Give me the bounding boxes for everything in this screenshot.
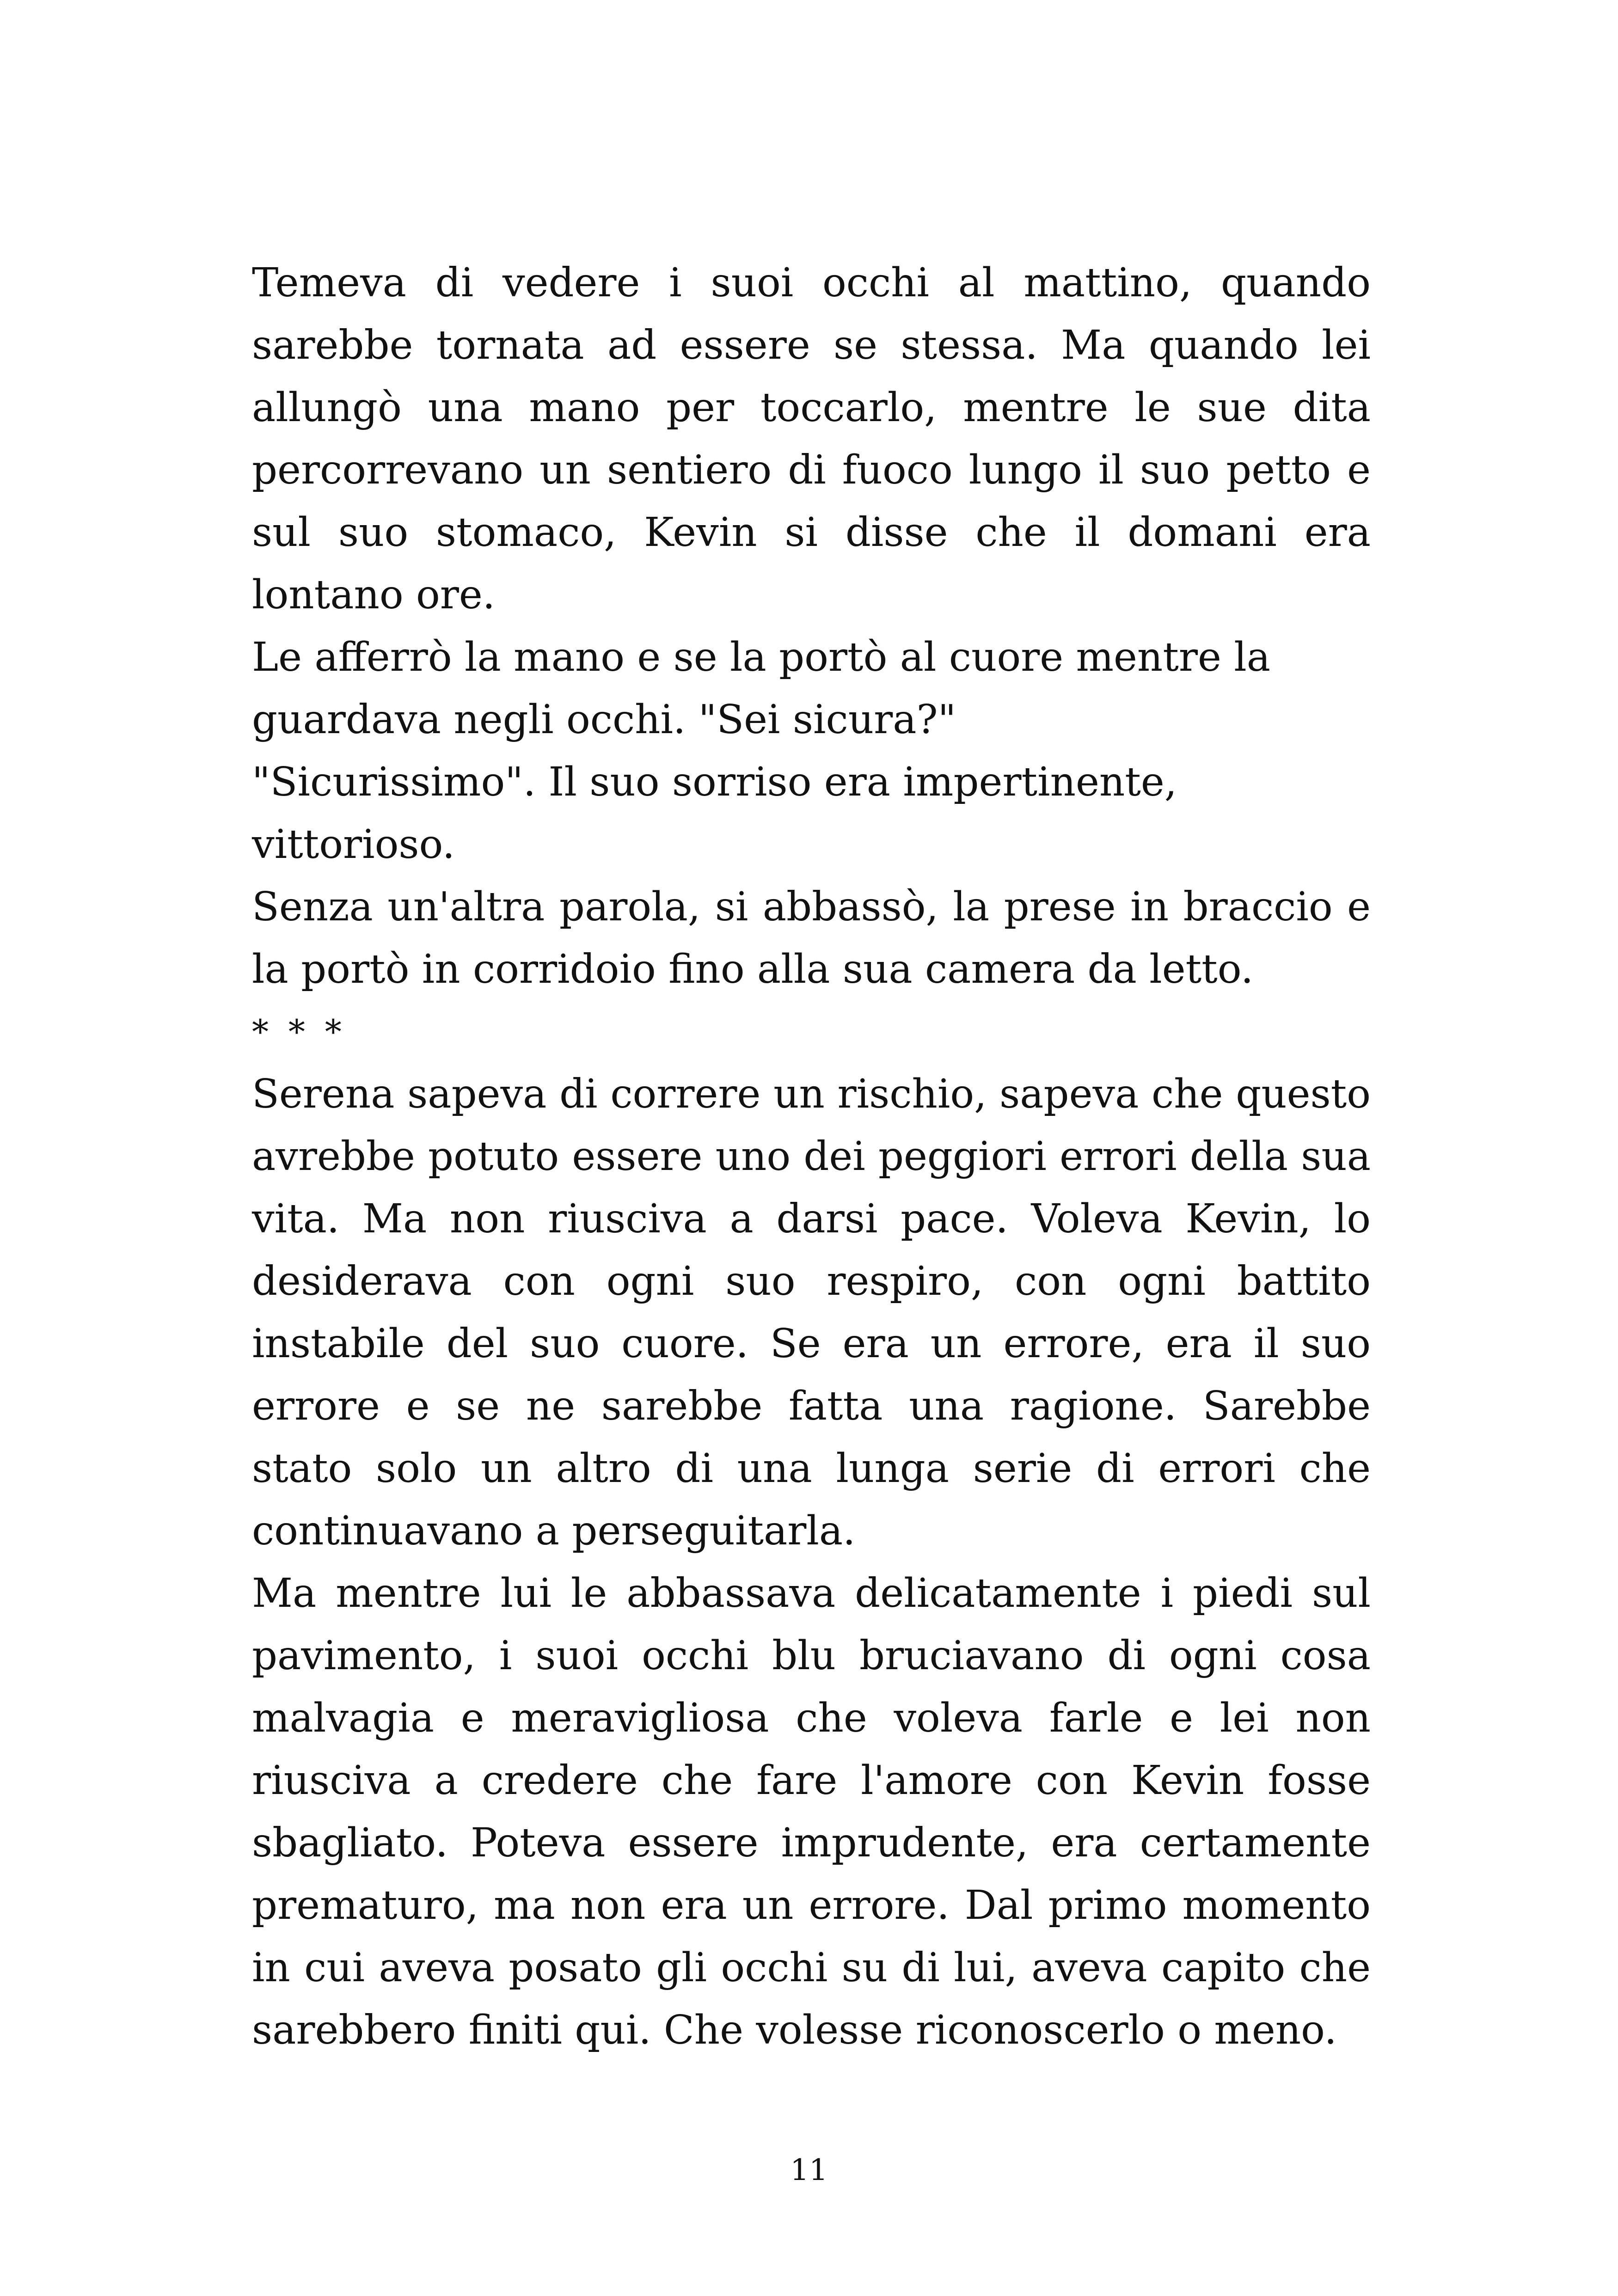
scene-break: * * * — [252, 1012, 346, 1051]
paragraph-2: Le afferrò la mano e se la portò al cuore mentre la guardava negli occhi. "Sei sicura?" — [252, 634, 1270, 743]
body-text — [252, 252, 1371, 2062]
paragraph-3: "Sicurissimo". Il suo sorriso era impertinente, vittorioso. — [252, 759, 1177, 868]
paragraph-1: Temeva di vedere i suoi occhi al mattino, quando sarebbe tornata ad essere se stessa. Ma quando lei allungò una mano per toccarlo, mentre le sue dita percorrevano un sentiero di fuoco lungo il suo petto e sul suo stomaco, Kevin si disse che il domani era lontano ore. — [252, 260, 1371, 618]
paragraph-6: Ma mentre lui le abbassava delicatamente i piedi sul pavimento, i suoi occhi blu bruciavano di ogni cosa malvagia e meravigliosa che voleva farle e lei non riusciva a credere che fare l'amore con Kevin fosse sbagliato. Poteva essere imprudente, era certamente prematuro, ma non era un errore. Dal primo momento in cui aveva posato gli occhi su di lui, aveva capito che sarebbero finiti qui. Che volesse riconoscerlo o meno. — [252, 1570, 1371, 2053]
page-number: 11 — [790, 2153, 828, 2187]
paragraph-5: Serena sapeva di correre un rischio, sapeva che questo avrebbe potuto essere uno dei peggiori errori della sua vita. Ma non riusciva a darsi pace. Voleva Kevin, lo desiderava con ogni suo respiro, con ogni battito instabile del suo cuore. Se era un errore, era il suo errore e se ne sarebbe fatta una ragione. Sarebbe stato solo un altro di una lunga serie di errori che continuavano a perseguitarla. — [252, 1071, 1371, 1554]
paragraph-4: Senza un'altra parola, si abbassò, la prese in braccio e la portò in corridoio fino alla sua camera da letto. — [252, 884, 1371, 992]
